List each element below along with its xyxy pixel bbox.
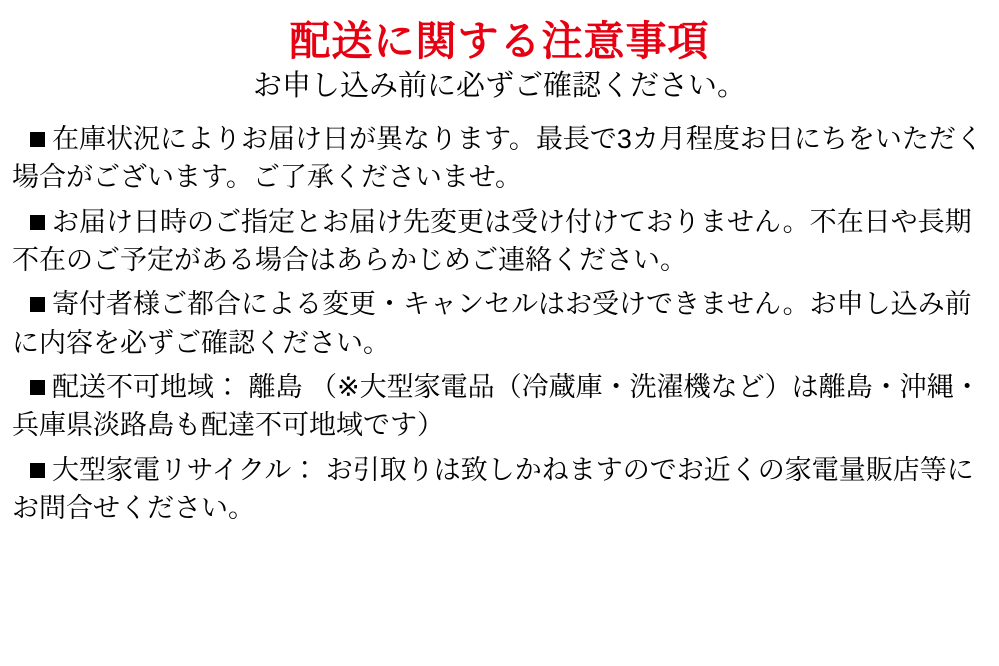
notice-list	[12, 120, 987, 527]
square-bullet-icon	[30, 463, 45, 478]
square-bullet-icon	[30, 132, 45, 147]
list-item	[12, 285, 987, 362]
list-item-text: 寄付者様ご都合による変更・キャンセルはお受けできません。お申し込み前に内容を必ずご確認ください。	[12, 289, 972, 358]
list-item-text: 配送不可地域： 離島 （※大型家電品（冷蔵庫・洗濯機など）は離島・沖縄・兵庫県淡路島も配達不可地域です）	[12, 371, 981, 441]
page-title: 配送に関する注意事項	[289, 18, 710, 64]
page-subtitle: お申し込み前に必ずご確認ください。	[252, 70, 746, 103]
list-item	[12, 451, 987, 528]
square-bullet-icon	[30, 215, 45, 230]
list-item-text: お届け日時のご指定とお届け先変更は受け付けておりません。不在日や長期不在のご予定がある場合はあらかじめご連絡ください。	[12, 206, 972, 275]
square-bullet-icon	[30, 297, 45, 312]
list-item	[12, 203, 987, 280]
list-item-text: 大型家電リサイクル： お引取りは致しかねますのでお近くの家電量販店等にお問合せください。	[12, 454, 974, 523]
list-item	[12, 368, 987, 445]
square-bullet-icon	[30, 380, 45, 395]
list-item	[12, 120, 987, 197]
list-item-text: 在庫状況によりお届け日が異なります。最長で3カ月程度お日にちをいただく場合がございます。ご了承くださいませ。	[12, 123, 983, 193]
